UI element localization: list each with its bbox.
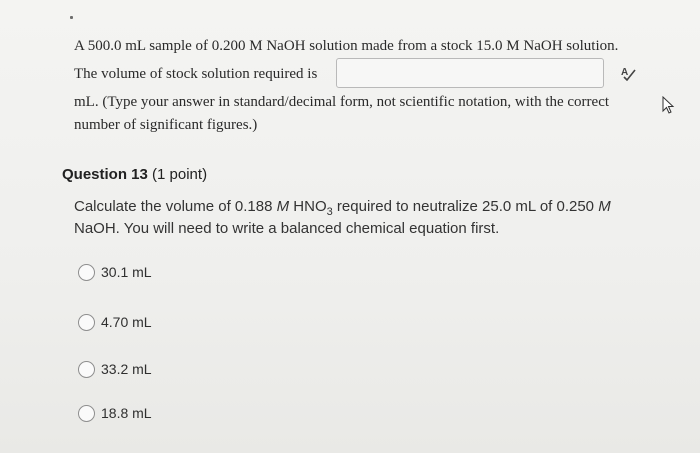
radio-button-icon[interactable] xyxy=(78,314,95,331)
question-13-title: Question 13 xyxy=(62,166,148,183)
radio-button-icon[interactable] xyxy=(78,264,95,281)
spellcheck-icon[interactable] xyxy=(620,65,636,81)
answer-option-3[interactable] xyxy=(78,359,152,379)
question-12-text-line3: mL. (Type your answer in standard/decimal form, not scientific notation, with the correct xyxy=(74,94,610,110)
scroll-marker xyxy=(70,16,73,19)
subscript-3: 3 xyxy=(326,206,333,218)
molarity-symbol: M xyxy=(276,198,290,215)
radio-button-icon[interactable] xyxy=(78,405,95,422)
prompt-text-a: Calculate the volume of 0.188 xyxy=(74,198,277,215)
answer-option-4[interactable] xyxy=(78,403,152,423)
radio-button-icon[interactable] xyxy=(78,361,95,378)
answer-option-label: 4.70 mL xyxy=(101,314,152,330)
question-13-prompt xyxy=(74,196,674,240)
question-13-header xyxy=(62,166,207,183)
question-12-text-line1: A 500.0 mL sample of 0.200 M NaOH solution made from a stock 15.0 M NaOH solution. xyxy=(74,38,619,54)
stock-volume-answer-input[interactable] xyxy=(336,58,604,88)
prompt-text-b: HNO xyxy=(289,198,327,215)
pointer-cursor-icon xyxy=(662,96,676,114)
question-13-prompt-line2: NaOH. You will need to write a balanced chemical equation first. xyxy=(74,220,500,237)
question-12-text-line4: number of significant figures.) xyxy=(74,117,258,133)
question-13-points: (1 point) xyxy=(152,166,208,183)
answer-option-2[interactable] xyxy=(78,312,152,332)
answer-option-1[interactable] xyxy=(78,262,152,282)
question-13-prompt-line1 xyxy=(74,196,674,218)
molarity-symbol-2: M xyxy=(598,198,611,215)
prompt-text-c: required to neutralize 25.0 mL of 0.250 xyxy=(332,198,599,215)
answer-option-label: 33.2 mL xyxy=(101,361,152,377)
question-12-text-line2: The volume of stock solution required is xyxy=(74,66,318,82)
answer-option-label: 18.8 mL xyxy=(101,405,152,421)
svg-text:A: A xyxy=(621,67,629,78)
answer-option-label: 30.1 mL xyxy=(101,264,152,280)
